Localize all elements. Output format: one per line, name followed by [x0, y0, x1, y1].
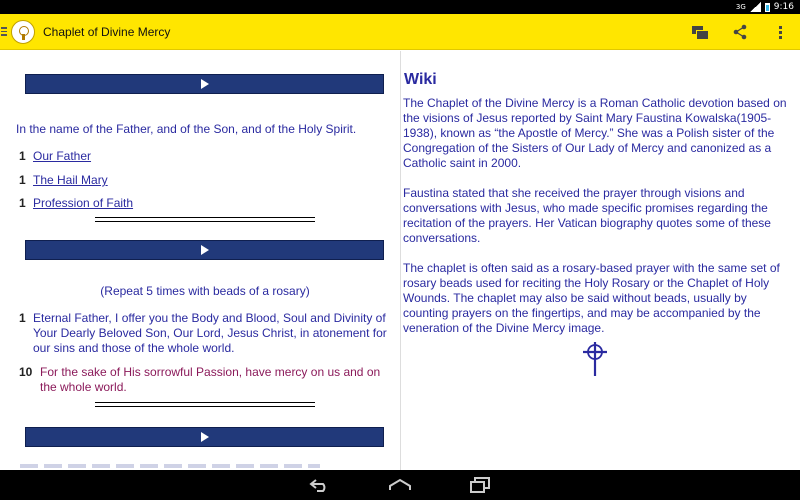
recent-apps-button[interactable] — [460, 470, 500, 500]
overflow-menu-icon — [779, 26, 782, 39]
repeat-note: (Repeat 5 times with beads of a rosary) — [100, 284, 310, 298]
prayer-count: 1 — [19, 311, 26, 325]
prayer-count: 10 — [19, 365, 33, 379]
home-icon — [388, 478, 412, 492]
navigation-bar — [0, 470, 800, 500]
play-button-1[interactable] — [25, 74, 384, 94]
status-bar — [0, 0, 800, 14]
link-hail-mary[interactable]: The Hail Mary — [33, 173, 108, 187]
status-icons — [736, 0, 794, 14]
overflow-menu-button[interactable] — [760, 14, 800, 50]
wiki-paragraph-2: Faustina stated that she received the prayer through visions and conversations with Jesus, who made specific promises regarding the recitation of the prayers. Her Vatican biography quotes some of these conversations. — [403, 186, 771, 245]
play-icon — [201, 79, 209, 89]
prayer-count: 1 — [19, 196, 26, 210]
drawer-menu-icon[interactable] — [1, 27, 7, 36]
action-bar — [0, 14, 800, 50]
prayer-count: 1 — [19, 173, 26, 187]
play-button-2[interactable] — [25, 240, 384, 260]
wiki-paragraph-1: The Chaplet of the Divine Mercy is a Roman Catholic devotion based on the visions of Jesus reported by Saint Mary Faustina Kowalska(1905-1938), known as “the Apostle of Mercy.” She was a Polish sister of the Congregation of the Sisters of Our Lady of Mercy and canonized as a Catholic saint in 2000. — [403, 96, 787, 170]
sorrowful-passion-prayer: For the sake of His sorrowful Passion, have mercy on us and on the whole world. — [40, 365, 381, 394]
back-button[interactable] — [300, 470, 340, 500]
section-divider — [95, 217, 315, 222]
play-button-3[interactable] — [25, 427, 384, 447]
prayer-pane[interactable] — [0, 51, 400, 470]
cross-icon — [581, 341, 609, 377]
play-icon — [201, 245, 209, 255]
wiki-title: Wiki — [404, 71, 437, 88]
eternal-father-prayer: Eternal Father, I offer you the Body and Blood, Soul and Divinity of Your Dearly Beloved Son, Our Lord, Jesus Christ, in atonement for our sins and those of the whole world. — [33, 311, 387, 355]
app-title: Chaplet of Divine Mercy — [43, 24, 171, 39]
opening-prayer: In the name of the Father, and of the Son, and of the Holy Spirit. — [16, 122, 357, 136]
prayer-count: 1 — [19, 149, 26, 163]
action-bar-actions — [680, 14, 800, 50]
back-icon — [309, 478, 331, 492]
section-divider — [95, 402, 315, 407]
link-profession-of-faith[interactable]: Profession of Faith — [33, 196, 134, 210]
signal-icon — [750, 2, 761, 12]
link-our-father[interactable]: Our Father — [33, 149, 92, 163]
play-icon — [201, 432, 209, 442]
share-button[interactable] — [720, 14, 760, 50]
network-type: 3G — [735, 3, 746, 11]
status-time: 9:16 — [773, 2, 794, 12]
wiki-pane[interactable] — [401, 51, 800, 470]
battery-icon — [765, 3, 770, 12]
share-icon — [732, 24, 748, 40]
home-button[interactable] — [380, 470, 420, 500]
chat-button[interactable] — [680, 14, 720, 50]
chat-icon — [692, 26, 708, 38]
recent-apps-icon — [470, 477, 490, 493]
wiki-paragraph-3: The chaplet is often said as a rosary-based prayer with the same set of rosary beads used for reciting the Holy Rosary or the Chaplet of Holy Wounds. The chaplet may also be said without beads, usually by counting prayers on the fingertips, and may be accompanied by the veneration of the Divine Mercy image. — [403, 261, 780, 335]
scrolled-text-fragment — [20, 464, 320, 468]
chalice-logo-icon[interactable] — [11, 20, 35, 44]
